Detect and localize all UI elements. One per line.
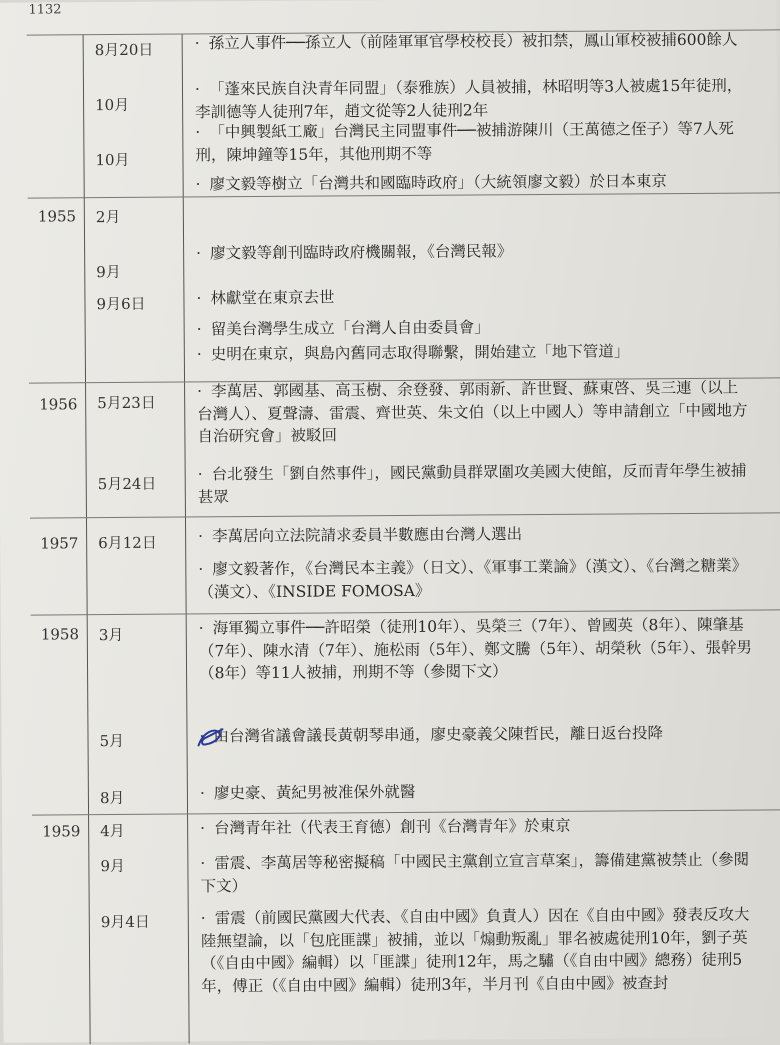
event-text: · 廖文毅著作，《台灣民本主義》（日文）、《軍事工業論》（漢文）、《台灣之糖業》（漢文）、《INSIDE FOMOSA》 xyxy=(198,556,748,601)
event-date: 9月 xyxy=(96,262,121,282)
event-text: · 廖文毅等創刊臨時政府機關報，《台灣民報》 xyxy=(196,242,513,263)
column-divider-year xyxy=(83,34,91,1044)
event-text: · 雷震（前國民黨國大代表、《自由中國》負責人）因在《自由中國》發表反攻大陸無望論，以「包庇匪諜」被捕，並以「煽動叛亂」罪名被處徒刑10年，劉子英（《自由中國》編輯）以「匪諜」徒刑12年，馬之驌（《自由中國》總務）徒刑5年，傅正（《自由中國》編輯）徒刑3年，半月刊《自由中國》被查封 xyxy=(200,905,750,995)
event-text: · 史明在東京，與島內舊同志取得聯繫，開始建立「地下管道」 xyxy=(196,342,630,364)
event-text: · 李萬居向立法院請求委員半數應由台灣人選出 xyxy=(198,525,523,546)
event-date: 10月 xyxy=(95,95,130,115)
event-date: 5月 xyxy=(99,731,125,751)
event-text: · 留美台灣學生成立「台灣人自由委員會」 xyxy=(196,318,490,339)
event-date: 9月4日 xyxy=(100,912,150,932)
event-text: · 「中興製紙工廠」台灣民主同盟事件──被捕游陳川（王萬德之侄子）等7人死刑，陳坤鐘等15年，其他刑期不等 xyxy=(195,119,734,164)
event-text: · 「蓬來民族自決青年同盟」（泰雅族）人員被捕，林昭明等3人被處15年徒刑，李訓德等人徒刑7年，趙文從等2人徒刑2年 xyxy=(194,76,743,121)
row-separator xyxy=(30,512,780,518)
event-text: · 孫立人事件──孫立人（前陸軍軍官學校校長）被扣禁，鳳山軍校被捕600餘人 xyxy=(194,30,738,53)
event-date: 10月 xyxy=(95,150,130,170)
event-text: · 廖史豪、黃紀男被准保外就醫 xyxy=(199,782,416,803)
event-year: 1957 xyxy=(40,534,79,553)
event-date: 9月6日 xyxy=(96,294,146,314)
event-date: 2月 xyxy=(95,207,121,227)
event-text: · 雷震、李萬居等秘密擬稿「中國民主黨創立宣言草案」，籌備建黨被禁止（參閱下文） xyxy=(200,850,750,895)
event-year: 1958 xyxy=(40,625,80,644)
column-divider-date xyxy=(182,34,190,1044)
event-date: 5月23日 xyxy=(97,393,156,413)
event-date: 5月24日 xyxy=(97,474,157,494)
event-date: 3月 xyxy=(98,625,124,645)
event-date: 8月 xyxy=(99,788,125,808)
event-text: · 林獻堂在東京去世 xyxy=(196,288,335,308)
event-text: · 由台灣省議會議長黃朝琴串通，廖史豪義父陳哲民，離日返台投降 xyxy=(199,724,664,746)
event-text: · 廖文毅等樹立「台灣共和國臨時政府」（大統領廖文毅）於日本東京 xyxy=(195,172,667,194)
pen-scribble-mark xyxy=(195,723,225,751)
event-text: · 海軍獨立事件──許昭榮（徒刑10年）、吳榮三（7年）、曾國英（8年）、陳肇基（7年）、陳水清（7年）、施松雨（5年）、鄭文騰（5年）、胡榮秋（5年）、張幹男（8年）等11人被捕，刑期不等（參閱下文） xyxy=(198,615,753,683)
event-date: 4月 xyxy=(100,821,125,841)
event-text: · 台灣青年社（代表王育德）創刊《台灣青年》於東京 xyxy=(200,816,571,838)
event-year: 1956 xyxy=(39,395,78,414)
event-year: 1955 xyxy=(37,207,77,226)
event-text: · 台北發生「劉自然事件」，國民黨動員群眾圍攻美國大使館，反而青年學生被捕甚眾 xyxy=(197,461,747,506)
event-text: · 李萬居、郭國基、高玉樹、余登發、郭雨新、許世賢、蘇東啓、吳三連（以上台灣人）、夏聲濤、雷震、齊世英、朱文伯（以上中國人）等申請創立「中國地方自治研究會」被駁回 xyxy=(197,378,748,446)
event-date: 9月 xyxy=(100,856,126,876)
page-number: 1132 xyxy=(28,2,62,18)
event-year: 1959 xyxy=(42,822,81,841)
event-date: 6月12日 xyxy=(98,533,157,553)
event-date: 8月20日 xyxy=(94,40,154,60)
